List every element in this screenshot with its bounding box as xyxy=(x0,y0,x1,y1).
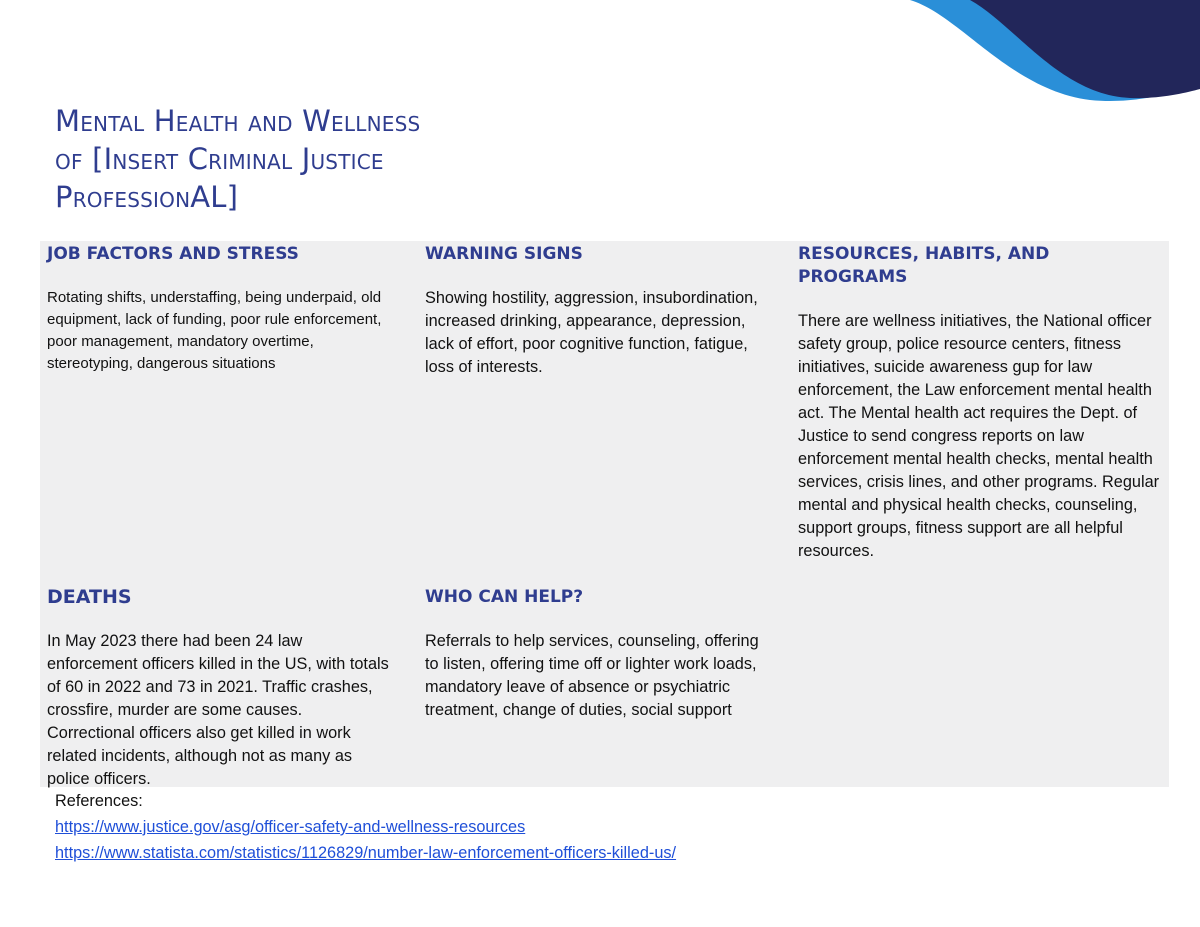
resources-text: There are wellness initiatives, the National officer safety group, police resource centers, fitness initiatives, suicide awareness gup for law enforcement, the Law enforcement mental health act. The Mental health act requires the Dept. of Justice to send congress reports on law enforcement mental health checks, mental health services, crisis lines, and other programs. Regular mental and physical health checks, counseling, support groups, fitness support are all helpful resources. xyxy=(798,312,1160,560)
warning-signs-section xyxy=(425,243,765,379)
title-line-2: of [Insert Criminal Justice xyxy=(55,142,384,176)
references-section xyxy=(55,788,955,866)
deaths-text: In May 2023 there had been 24 law enforcement officers killed in the US, with totals of 60 in 2022 and 73 in 2021. Traffic crashes, crossfire, murder are some causes. Correctional officers also get killed in work related incidents, although not as many as police officers. xyxy=(47,632,389,788)
who-can-help-heading: WHO CAN HELP? xyxy=(425,587,584,607)
resources-heading: RESOURCES, HABITS, AND PROGRAMS xyxy=(798,244,1050,287)
job-factors-section xyxy=(47,243,387,375)
content-panel xyxy=(40,241,1169,787)
reference-link-statista[interactable]: https://www.statista.com/statistics/1126829/number-law-enforcement-officers-killed-us/ xyxy=(55,844,677,862)
corner-wave-decoration xyxy=(900,0,1200,110)
warning-signs-text: Showing hostility, aggression, insubordination, increased drinking, appearance, depression, lack of effort, poor cognitive function, fatigue, loss of interests. xyxy=(425,289,758,376)
job-factors-heading: JOB FACTORS AND STRESS xyxy=(47,244,299,264)
who-can-help-text: Referrals to help services, counseling, offering to listen, offering time off or lighter work loads, mandatory leave of absence or psychiatric treatment, change of duties, social support xyxy=(425,632,759,719)
deaths-heading: DEATHS xyxy=(47,586,132,608)
resources-section xyxy=(798,243,1160,563)
warning-signs-heading: WARNING SIGNS xyxy=(425,244,583,264)
page-title xyxy=(55,102,575,216)
deaths-section xyxy=(47,586,392,791)
reference-link-justice[interactable]: https://www.justice.gov/asg/officer-safety-and-wellness-resources xyxy=(55,818,526,836)
title-line-3: ProfessionAL] xyxy=(55,180,239,214)
references-label: References: xyxy=(55,792,143,810)
job-factors-text: Rotating shifts, understaffing, being underpaid, old equipment, lack of funding, poor rule enforcement, poor management, mandatory overtime, stereotyping, dangerous situations xyxy=(47,289,382,372)
title-line-1: Mental Health and Wellness xyxy=(55,104,421,138)
who-can-help-section xyxy=(425,586,775,722)
